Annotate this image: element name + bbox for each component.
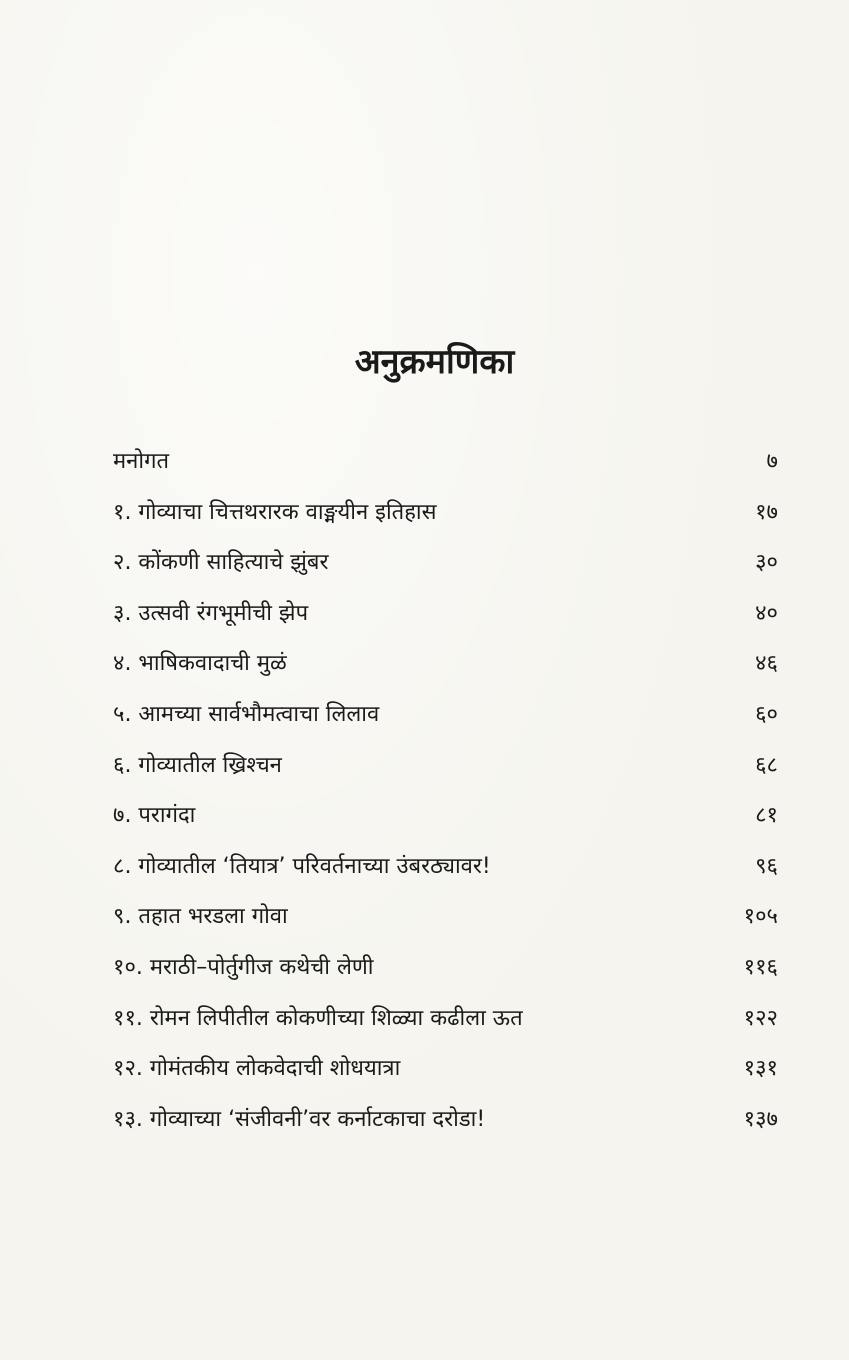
toc-entry-page: १३१ [743,1056,778,1082]
toc-entry [113,997,778,1048]
toc-entry-label: मनोगत [113,449,169,474]
toc-entry-page: ४० [755,600,778,626]
toc-entry-label: ७. परागंदा [113,803,196,829]
toc-entry [113,693,778,744]
toc-entry-label: ४. भाषिकवादाची मुळं [113,651,287,677]
toc-entry-page: १०५ [743,904,778,930]
toc-entry [113,642,778,693]
toc-entry-label: १०. मराठी–पोर्तुगीज कथेची लेणी [113,954,374,980]
toc-entry-label: २. कोंकणी साहित्याचे झुंबर [113,550,329,576]
toc-entry [113,440,778,491]
toc-entry-page: १२२ [743,1005,778,1031]
toc-entry-label: ८. गोव्यातील ‘तियात्र’ परिवर्तनाच्या उंबरठ्यावर! [113,853,491,879]
toc-entry-label: १३. गोव्याच्या ‘संजीवनी’वर कर्नाटकाचा दरोडा! [113,1106,486,1132]
toc-entry [113,744,778,795]
toc-entry-page: ४६ [755,651,778,677]
toc-list [113,440,778,1148]
toc-entry-label: ११. रोमन लिपीतील कोकणीच्या शिळ्या कढीला ऊत [113,1005,523,1031]
toc-entry [113,1047,778,1098]
toc-entry-label: १. गोव्याचा चित्तथरारक वाङ्मयीन इतिहास [113,499,437,525]
toc-entry-label: ३. उत्सवी रंगभूमीची झेप [113,600,309,626]
toc-entry [113,541,778,592]
toc-entry-page: ३० [755,550,778,576]
toc-entry-page: ९६ [755,853,778,879]
toc-entry [113,491,778,542]
toc-entry-label: १२. गोमंतकीय लोकवेदाची शोधयात्रा [113,1056,401,1082]
toc-entry-page: १७ [755,499,778,525]
toc-entry-page: ८१ [755,803,778,829]
toc-entry [113,592,778,643]
toc-entry-page: ११६ [743,954,778,980]
toc-entry-page: ७ [766,449,778,474]
page-title: अनुक्रमणिका [354,342,515,382]
toc-entry [113,946,778,997]
toc-entry [113,1098,778,1149]
toc-entry-label: ९. तहात भरडला गोवा [113,904,288,930]
toc-entry-page: १३७ [743,1106,778,1132]
toc-entry-label: ५. आमच्या सार्वभौमत्वाचा लिलाव [113,701,380,727]
toc-entry-page: ६८ [755,752,778,778]
toc-entry [113,794,778,845]
toc-entry-page: ६० [755,701,778,727]
toc-entry [113,895,778,946]
toc-entry-label: ६. गोव्यातील ख्रिश्चन [113,752,282,778]
toc-entry [113,845,778,896]
